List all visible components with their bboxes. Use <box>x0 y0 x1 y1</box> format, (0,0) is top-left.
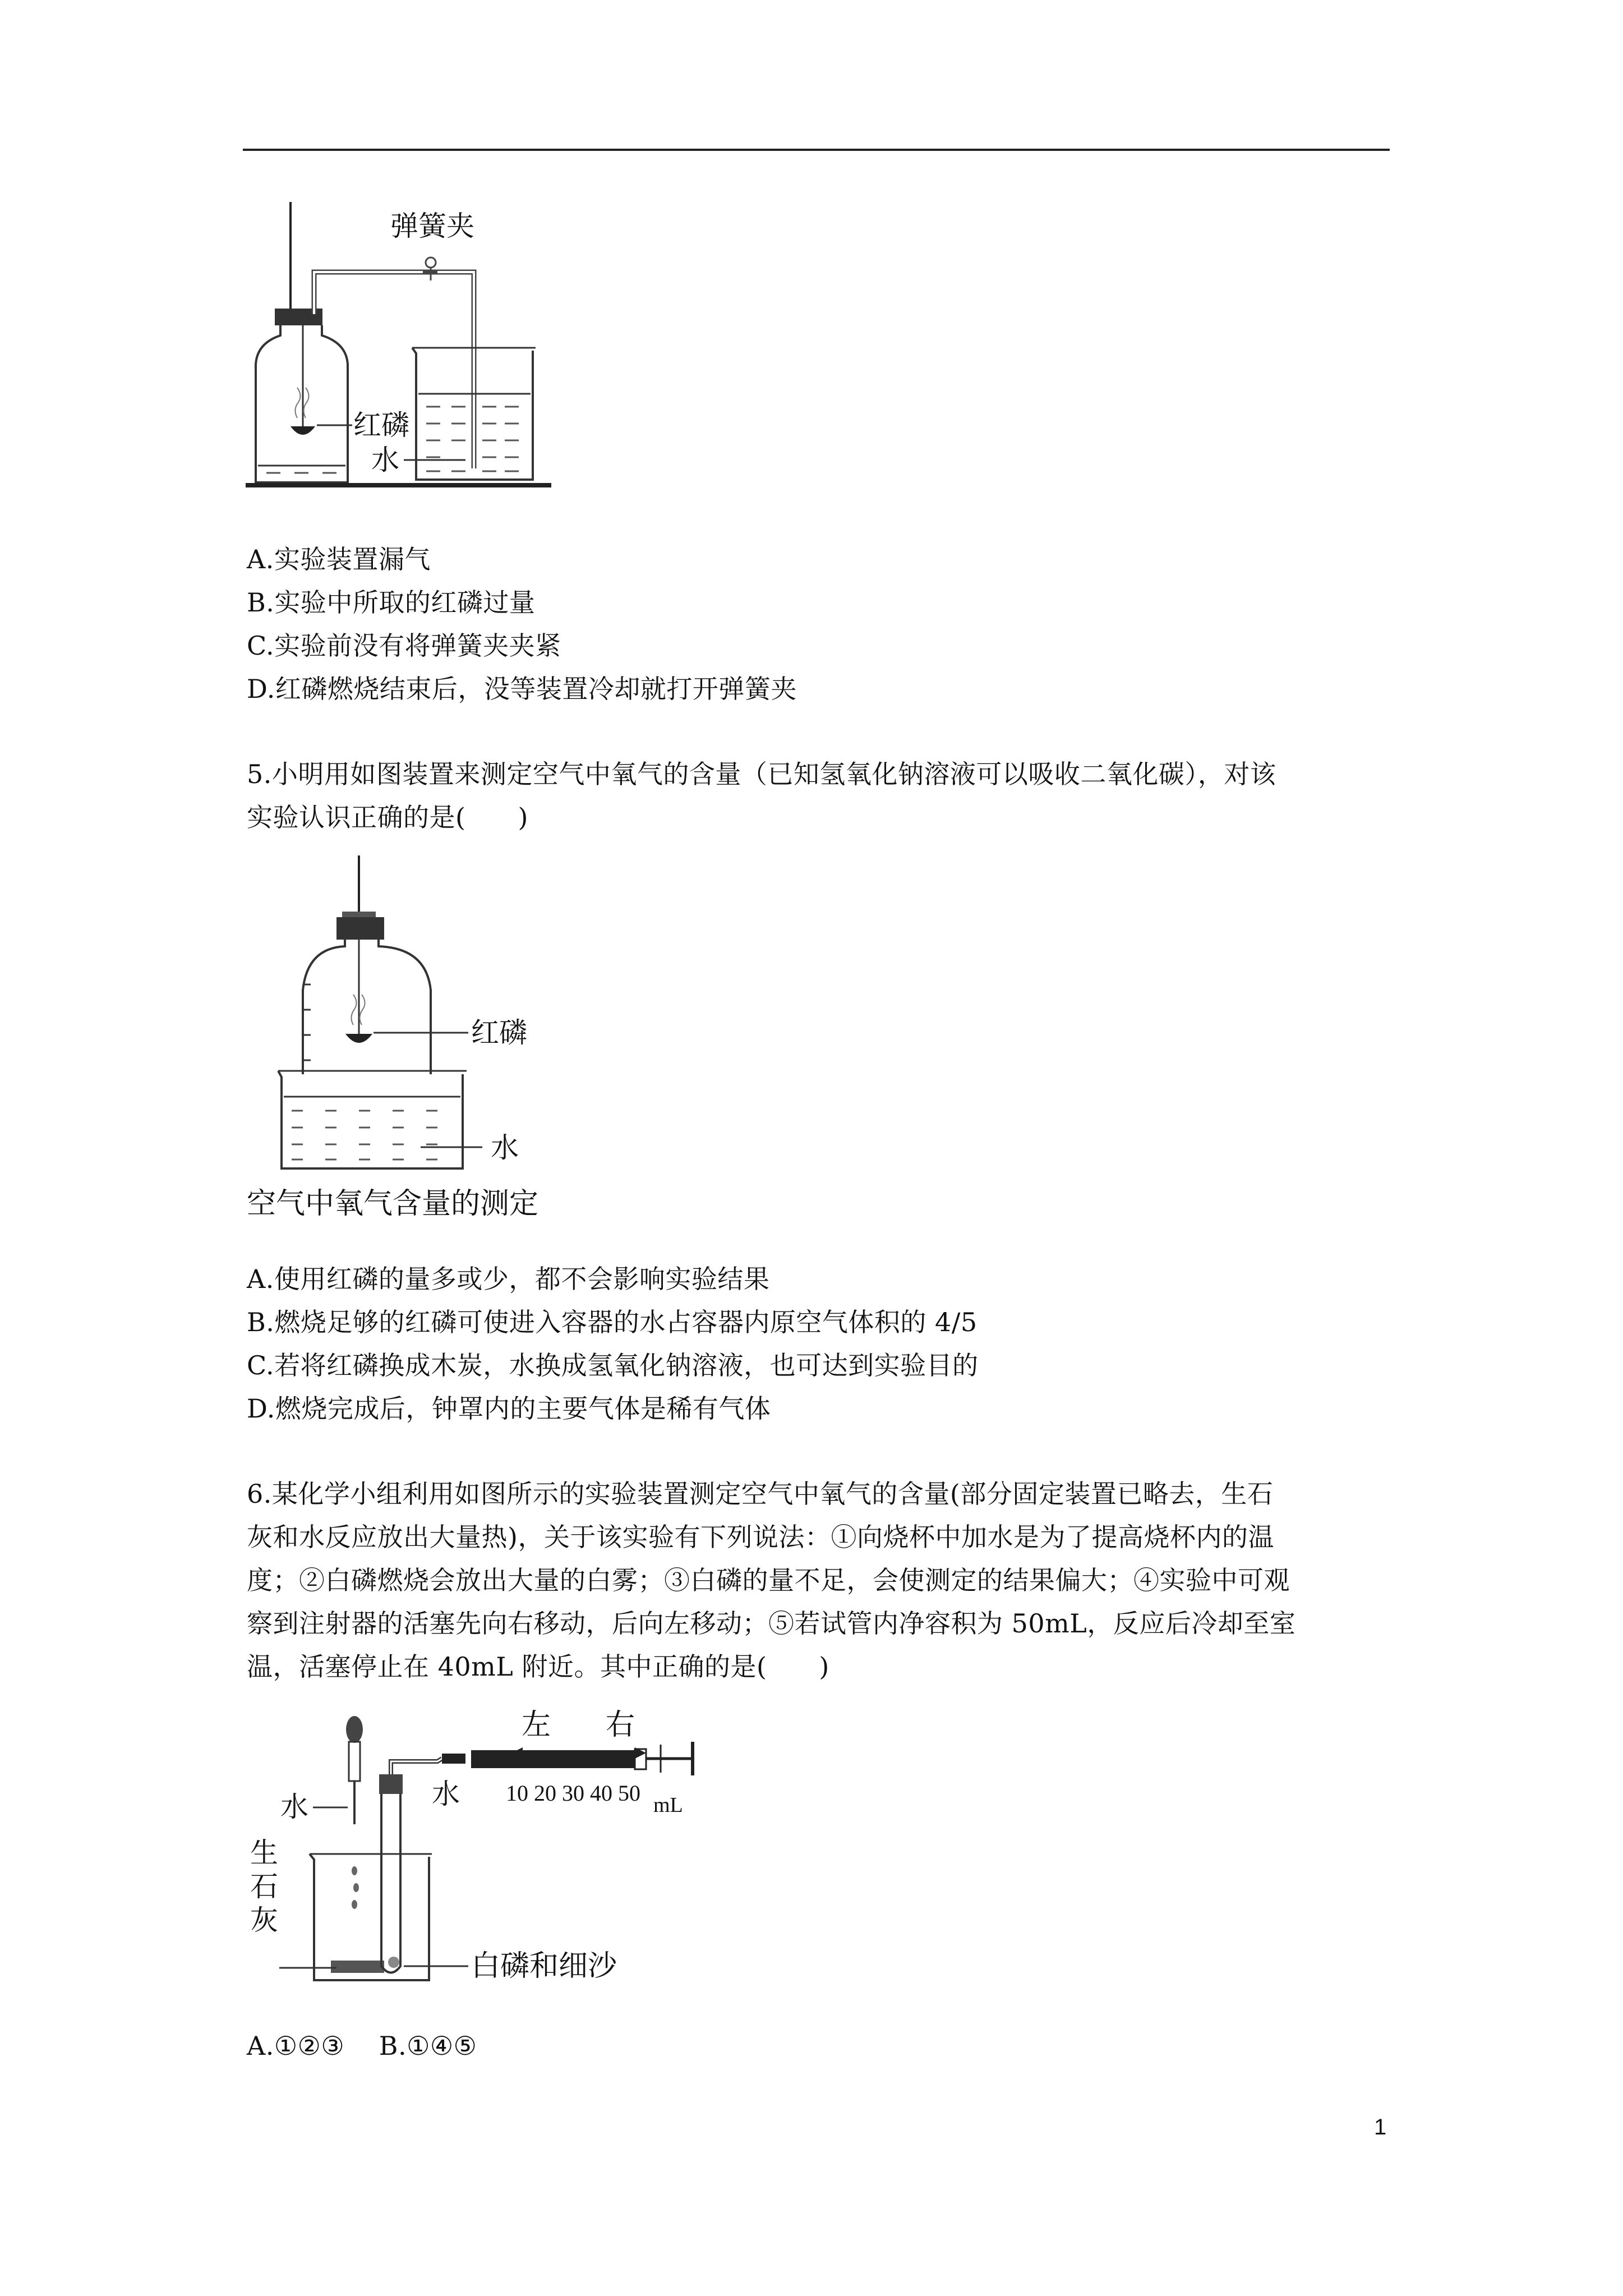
page-number: 1 <box>1374 2115 1387 2139</box>
q4-clamp-label: 弹簧夹 <box>390 210 474 242</box>
q5-stem-line-2: 实验认识正确的是( ) <box>247 802 528 832</box>
q6-right-label: 右 <box>606 1708 635 1742</box>
q6-left-label: 左 <box>522 1708 551 1742</box>
q5-option-c: C.若将红磷换成木炭，水换成氢氧化钠溶液，也可达到实验目的 <box>247 1350 979 1381</box>
q6-syringe-apparatus-figure <box>247 1700 751 1986</box>
q4-option-d: D.红磷燃烧结束后，没等装置冷却就打开弹簧夹 <box>247 674 797 704</box>
q4-phosphorus-label: 红磷 <box>353 409 409 441</box>
q5-option-d: D.燃烧完成后，钟罩内的主要气体是稀有气体 <box>247 1393 771 1424</box>
q6-syringe-unit: mL <box>653 1793 683 1817</box>
q5-stem-line-1: 5.小明用如图装置来测定空气中氧气的含量（已知氢氧化钠溶液可以吸收二氧化碳），对该 <box>247 759 1276 789</box>
q4-option-a: A.实验装置漏气 <box>247 544 431 574</box>
q5-option-a: A.使用红磷的量多或少，都不会影响实验结果 <box>247 1264 770 1294</box>
header-rule <box>243 149 1390 151</box>
q6-stem-line-5: 温，活塞停止在 40mL 附近。其中正确的是( ) <box>247 1651 829 1682</box>
q6-stem-line-1: 6.某化学小组利用如图所示的实验装置测定空气中氧气的含量(部分固定装置已略去，生石 <box>247 1479 1274 1509</box>
q5-option-b: B.燃烧足够的红磷可使进入容器的水占容器内原空气体积的 4/5 <box>247 1307 978 1337</box>
q4-water-label: 水 <box>371 444 399 476</box>
q6-stem-line-4: 察到注射器的活塞先向右移动，后向左移动；⑤若试管内净容积为 50mL，反应后冷却至室 <box>247 1608 1296 1639</box>
q4-option-b: B.实验中所取的红磷过量 <box>247 587 536 618</box>
q6-options: A.①②③ B.①④⑤ <box>247 2031 477 2061</box>
q6-dropper-water-label: 水 <box>280 1791 308 1823</box>
q5-bell-jar-figure <box>247 850 594 1231</box>
q6-quicklime-char-2: 石 <box>250 1870 278 1903</box>
q6-white-phosphorus-label: 白磷和细沙 <box>471 1949 617 1983</box>
q6-quicklime-char-1: 生 <box>250 1837 278 1869</box>
q5-phosphorus-label: 红磷 <box>471 1016 527 1049</box>
q5-water-label: 水 <box>491 1131 519 1164</box>
q6-stem-line-2: 灰和水反应放出大量热)，关于该实验有下列说法：①向烧杯中加水是为了提高烧杯内的温 <box>247 1522 1274 1552</box>
q6-syringe-water-label: 水 <box>432 1778 460 1810</box>
q6-syringe-scale: 10 20 30 40 50 <box>506 1780 640 1806</box>
q4-option-c: C.实验前没有将弹簧夹夹紧 <box>247 631 561 661</box>
q6-quicklime-char-3: 灰 <box>250 1904 278 1936</box>
q4-apparatus-figure <box>241 196 578 494</box>
q5-figure-caption: 空气中氧气含量的测定 <box>247 1187 539 1221</box>
q6-stem-line-3: 度；②白磷燃烧会放出大量的白雾；③白磷的量不足，会使测定的结果偏大；④实验中可观 <box>247 1565 1290 1595</box>
